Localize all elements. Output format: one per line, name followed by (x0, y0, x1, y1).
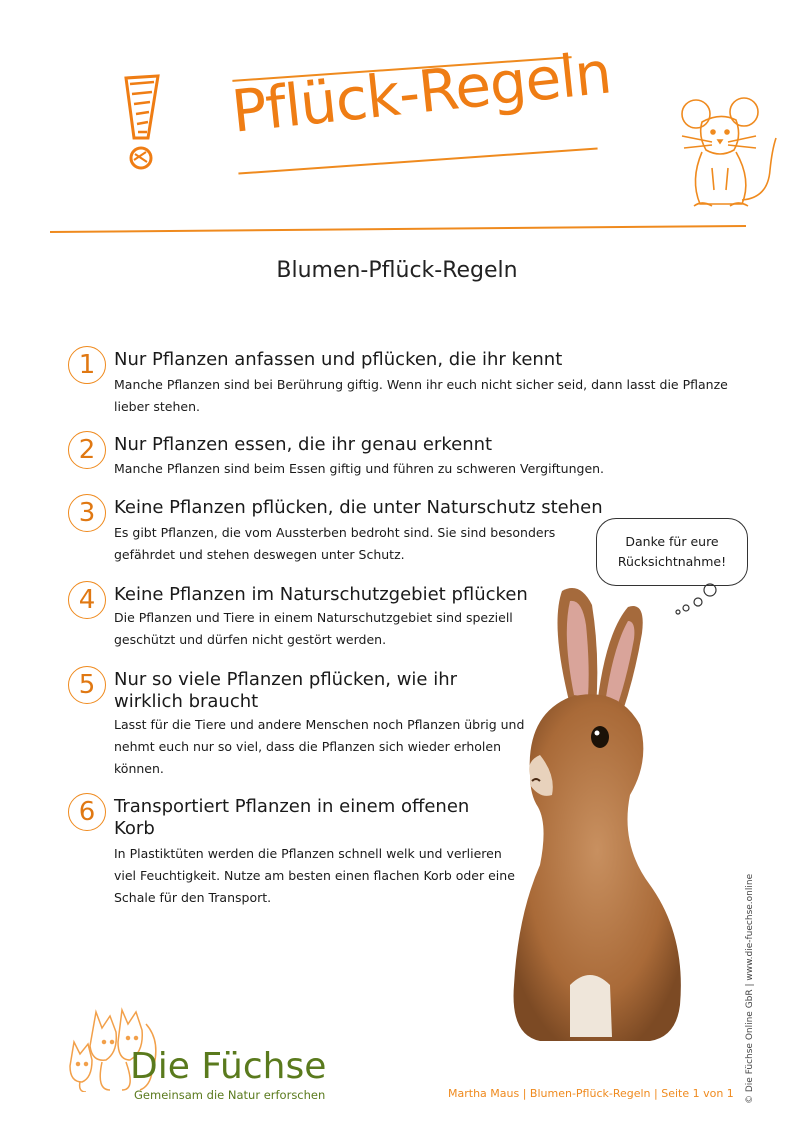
rule-body: Lasst für die Tiere und andere Menschen noch Pflanzen übrig und nehmt euch nur so viel, dass die Pflanzen sich wieder erholen können. (114, 717, 525, 776)
rule-heading: Transportiert Pflanzen in einem offenen Korb (114, 796, 470, 839)
rabbit-illustration (500, 585, 730, 1045)
rule-number: 3 (68, 494, 106, 532)
logo-tagline: Gemeinsam die Natur erforschen (134, 1088, 326, 1102)
rule-heading: Keine Pflanzen im Naturschutzgebiet pflücken (114, 584, 528, 605)
page-title: Pflück-Regeln (228, 38, 614, 146)
logo-name: Die Füchse (130, 1046, 327, 1087)
rule-number: 5 (68, 666, 106, 704)
rule-heading: Nur so viele Pflanzen pflücken, wie ihr wirklich braucht (114, 669, 458, 712)
rule-body: Die Pflanzen und Tiere in einem Naturschutzgebiet sind speziell geschützt und dürfen nicht gestört werden. (114, 610, 513, 647)
copyright-text: © Die Füchse Online GbR | www.die-fuechse.online (745, 873, 755, 1104)
rule-body: Manche Pflanzen sind beim Essen giftig und führen zu schweren Vergiftungen. (114, 461, 605, 476)
rule-number: 2 (68, 431, 106, 469)
mouse-icon (672, 90, 782, 215)
rule-heading: Keine Pflanzen pflücken, die unter Naturschutz stehen (114, 497, 603, 518)
rule-body: Manche Pflanzen sind bei Berührung giftig. Wenn ihr euch nicht sicher seid, dann lasst die Pflanze lieber stehen. (114, 377, 728, 414)
rule-number: 1 (68, 346, 106, 384)
footer-info: Martha Maus | Blumen-Pflück-Regeln | Seite 1 von 1 (448, 1087, 734, 1100)
exclamation-icon (118, 72, 166, 176)
rule-number: 4 (68, 581, 106, 619)
speech-bubble: Danke für eure Rücksichtnahme! (596, 518, 748, 586)
header-mid-line (238, 147, 597, 174)
rule-body: In Plastiktüten werden die Pflanzen schnell welk und verlieren viel Feuchtigkeit. Nutze am besten einen flachen Korb oder eine Schale für den Transport. (114, 846, 515, 905)
rule-heading: Nur Pflanzen essen, die ihr genau erkennt (114, 434, 493, 455)
rule-heading: Nur Pflanzen anfassen und pflücken, die ihr kennt (114, 349, 563, 370)
rule-body: Es gibt Pflanzen, die vom Aussterben bedroht sind. Sie sind besonders gefährdet und stehen deswegen unter Schutz. (114, 525, 556, 562)
rule-number: 6 (68, 793, 106, 831)
page-subtitle: Blumen-Pflück-Regeln (276, 258, 518, 283)
header-bottom-line (50, 225, 746, 233)
